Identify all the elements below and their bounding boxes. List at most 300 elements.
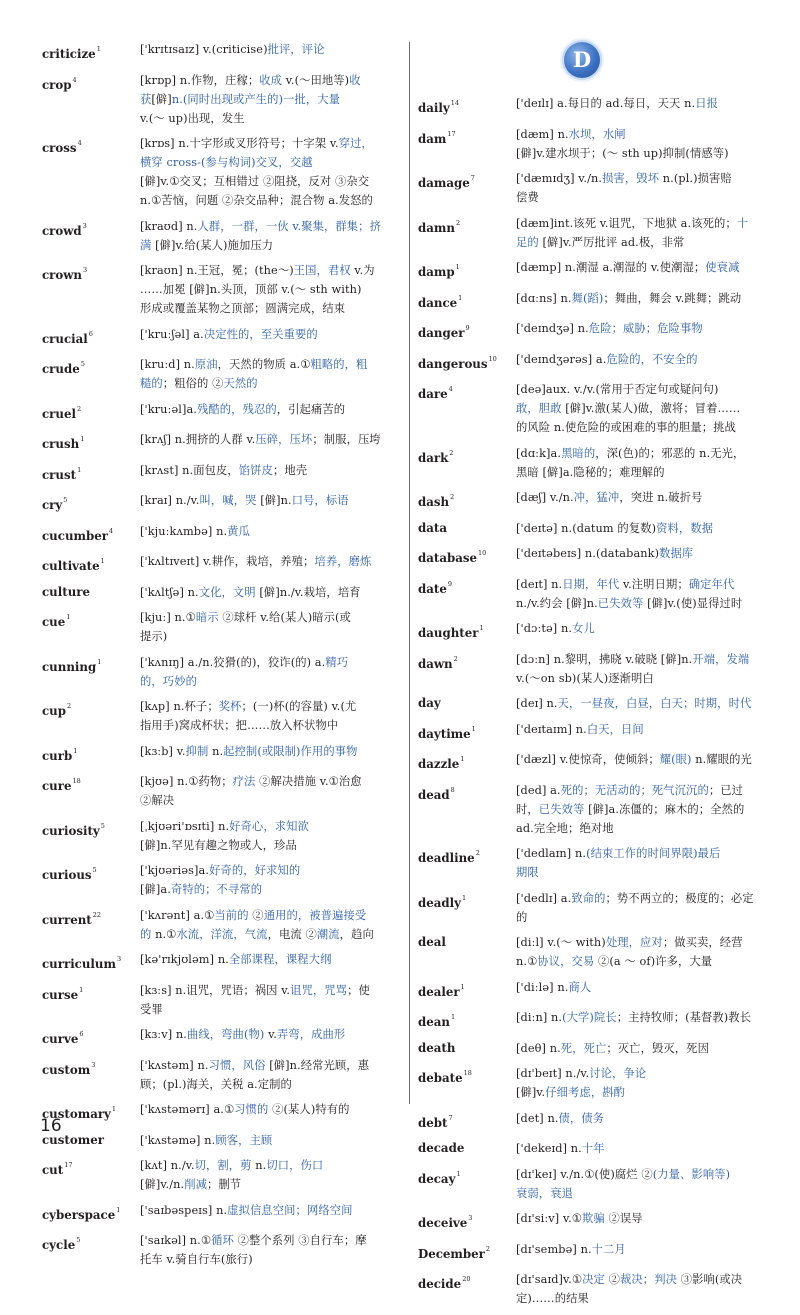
definition [516, 1039, 780, 1058]
definition [516, 978, 780, 997]
highlighted-meaning: n.(同时出现或产生的)一批，大量 [171, 92, 341, 106]
definition [516, 169, 780, 207]
headword [42, 1156, 140, 1180]
definition-line [140, 925, 402, 944]
frequency-count: 3 [82, 221, 87, 230]
headword [418, 94, 516, 118]
definition [140, 583, 402, 602]
definition-text: n.① [151, 927, 177, 941]
highlighted-meaning: 冲，猛冲 [573, 491, 620, 504]
frequency-count: 18 [72, 777, 81, 785]
highlighted-meaning: 暗示 [195, 611, 219, 624]
highlighted-meaning: 文化，文明 [198, 585, 256, 599]
highlighted-meaning: 欺骗 [582, 1212, 605, 1225]
definition-text: ；制服，压垮 [312, 433, 381, 446]
highlighted-meaning: 的，巧妙的 [140, 674, 197, 688]
definition [516, 444, 780, 482]
dictionary-entry [42, 950, 402, 974]
highlighted-meaning: 口号，标语 [291, 494, 349, 507]
frequency-count: 2 [450, 493, 455, 501]
highlighted-meaning: 裁决；判决 [620, 1273, 677, 1286]
headword-text: dance [418, 295, 458, 310]
definition-text: ；(一)杯(的容量) v.(尤 [241, 700, 357, 713]
definition-text: 黑暗 [僻]a.隐秘的；难理解的 [516, 465, 665, 479]
definition-text: [kraɪ] n./v. [140, 494, 200, 507]
definition-line [140, 1201, 402, 1220]
headword [418, 720, 516, 744]
definition-text: ['deɪndʒə] n. [516, 322, 589, 335]
highlighted-meaning: 商人 [568, 980, 592, 994]
headword [42, 981, 140, 1005]
definition-text: ②误导 [604, 1212, 643, 1225]
definition-text: [dɪ'siːv] v.① [516, 1212, 583, 1225]
frequency-count: 3 [468, 1214, 473, 1222]
frequency-count: 1 [111, 1105, 117, 1113]
highlighted-meaning: 十二月 [591, 1242, 626, 1256]
definition-text: [kraʊd] n. [140, 219, 198, 233]
dictionary-entry [42, 325, 402, 349]
definition-text: [deθ] n. [516, 1041, 561, 1055]
highlighted-meaning: 期限 [516, 866, 539, 879]
headword-text: data [418, 520, 447, 535]
dictionary-entry [418, 444, 780, 482]
definition-text: [dɑːns] n. [516, 291, 572, 305]
dictionary-entry [418, 519, 780, 538]
dictionary-entry [418, 1270, 780, 1308]
definition [516, 544, 780, 563]
highlighted-meaning: 切口，伤口 [266, 1159, 324, 1172]
definition [516, 933, 780, 971]
definition-text: ；地壳 [273, 463, 308, 477]
definition-line [140, 236, 402, 255]
headword [42, 325, 140, 349]
frequency-count: 1 [455, 263, 460, 271]
definition-text: ② [248, 908, 264, 922]
highlighted-meaning: 人群，一群，一伙 v.聚集，群集；挤 [197, 219, 381, 233]
definition-line [516, 800, 780, 819]
definition-text: ；灭亡，毁灭，死因 [606, 1041, 709, 1055]
frequency-count: 1 [450, 1013, 456, 1021]
definition-line [516, 844, 780, 863]
definition-text: 的风险 n.使危险的或困难的事的胆量；挑战 [516, 421, 736, 434]
frequency-count: 1 [66, 613, 71, 621]
definition-line [516, 694, 780, 713]
dictionary-entry [42, 583, 402, 602]
definition-line [140, 461, 402, 480]
definition-line [140, 1000, 402, 1019]
definition [516, 319, 780, 338]
frequency-count: 3 [116, 955, 122, 963]
dictionary-entry [42, 552, 402, 576]
headword-text: current [42, 912, 92, 927]
definition-line [140, 172, 402, 191]
headword-text: cry [42, 498, 63, 512]
headword [42, 430, 140, 454]
definition-line [140, 716, 402, 735]
definition-text: ['dekeɪd] n. [516, 1142, 582, 1155]
highlighted-meaning: 开端，发端 [692, 652, 750, 666]
definition-text: [僻]v.建水坝于；(～ sth up)抑制(情感等) [516, 146, 729, 160]
headword [42, 742, 140, 766]
headword-text: crown [42, 268, 82, 282]
definition-line [516, 1270, 780, 1289]
definition [516, 720, 780, 739]
dictionary-entry [418, 214, 780, 252]
highlighted-meaning: 当前的 [214, 908, 249, 922]
frequency-count: 3 [91, 1060, 96, 1069]
headword-text: damn [418, 220, 455, 235]
headword-text: danger [418, 326, 465, 340]
definition-line [140, 109, 402, 128]
definition-text: 顾；(pl.)海关，关税 a.定制的 [140, 1077, 292, 1091]
definition [140, 325, 402, 344]
headword [418, 933, 516, 952]
headword-text: date [418, 581, 447, 596]
dictionary-entry [42, 1025, 402, 1049]
highlighted-meaning: 原油 [194, 358, 218, 371]
highlighted-meaning: 穿过， [338, 137, 373, 150]
definition-text: [僻]v.激(某人)做，激将；冒着…… [561, 402, 741, 415]
definition-text: [kjʊə] n.①药物； [140, 775, 233, 788]
dictionary-entry [42, 906, 402, 944]
highlighted-meaning: 获 [140, 92, 152, 106]
definition-text: [kɜːs] n.诅咒，咒语；祸因 v. [140, 983, 291, 997]
definition-line [516, 144, 780, 163]
frequency-count: 7 [448, 1113, 453, 1122]
headword [42, 1025, 140, 1049]
definition-text: ['dedlɪ] a. [516, 891, 572, 905]
definition [140, 653, 402, 691]
definition-line [516, 188, 780, 207]
headword-text: crucial [42, 331, 88, 346]
headword-text: death [418, 1040, 456, 1055]
definition [140, 981, 402, 1019]
frequency-count: 5 [100, 821, 105, 830]
headword-text: dam [418, 131, 447, 146]
definition-text: ；势不两立的；极度的；必定 [605, 891, 754, 905]
frequency-count: 5 [63, 496, 68, 504]
definition [516, 889, 780, 927]
dictionary-entry [418, 1008, 780, 1032]
definition-line [140, 880, 402, 899]
dictionary-entry [42, 400, 402, 424]
definition-text: ['kʌnɪŋ] a./n.狡猾(的)，狡诈(的) a. [140, 655, 326, 669]
headword [418, 350, 516, 374]
headword [418, 169, 516, 193]
definition-text: ，深(色)的；邪恶的 n.无光， [595, 446, 745, 460]
definition [516, 781, 780, 838]
definition-line [140, 430, 402, 449]
definition-line [140, 217, 402, 236]
definition-text: ['saɪbəspeɪs] n. [140, 1203, 228, 1217]
definition-line [140, 1025, 402, 1044]
section-header [418, 40, 780, 94]
highlighted-meaning: 十年 [581, 1142, 605, 1155]
definition-text: ['kruːʃəl] a. [140, 327, 204, 341]
definition-text: 托车 v.骑自行车(旅行) [140, 1253, 253, 1266]
frequency-count: 1 [77, 465, 82, 474]
highlighted-meaning: 危险；威胁；危险事物 [588, 322, 703, 335]
definition-line [140, 906, 402, 925]
headword-text: debate [418, 1071, 463, 1085]
highlighted-meaning: 天然的 [223, 377, 258, 390]
definition-text: [kɜːb] v. [140, 744, 186, 758]
frequency-count: 4 [448, 385, 453, 393]
highlighted-meaning: 资料，数据 [656, 521, 714, 535]
definition [516, 844, 780, 882]
headword-text: dare [418, 387, 448, 401]
headword-text: dark [418, 450, 449, 465]
definition-line [140, 772, 402, 791]
definition-text: [dɔːn] n.黎明，拂晓 v.破晓 [僻]n. [516, 652, 693, 666]
definition [516, 214, 780, 252]
definition-text: ['kʌltɪveɪt] v.耕作，栽培，养殖； [140, 555, 315, 568]
frequency-count: 22 [92, 910, 102, 919]
headword [418, 619, 516, 643]
dictionary-entry [418, 1165, 780, 1203]
highlighted-meaning: 死，死亡 [560, 1041, 607, 1055]
highlighted-meaning: (力量、影响等) [652, 1167, 731, 1181]
definition-line [516, 819, 780, 838]
definition-text: ['dæmɪdʒ] v./n. [516, 172, 603, 185]
highlighted-meaning: 收成 [259, 73, 283, 87]
headword [42, 217, 140, 241]
definition-text: [僻]v. [516, 1086, 546, 1099]
highlighted-meaning: 女儿 [572, 622, 595, 635]
frequency-count: 1 [100, 557, 105, 565]
definition-line [140, 522, 402, 541]
definition [516, 350, 780, 369]
definition [516, 488, 780, 507]
headword-text: cross [42, 141, 77, 155]
definition-text: n.耀眼的光 [691, 753, 752, 766]
frequency-count: 4 [72, 75, 77, 84]
frequency-count: 5 [80, 360, 85, 368]
highlighted-meaning: 水流，洋流，气流 [176, 927, 268, 941]
frequency-count: 4 [108, 526, 114, 535]
definition-text: v.(～on sb)(某人)逐渐明白 [516, 671, 654, 685]
definition [140, 742, 402, 761]
definition-text: [僻]a.冻僵的；麻木的；全然的 [584, 802, 745, 816]
dictionary-entry [42, 772, 402, 810]
highlighted-meaning: 潮流 [316, 927, 340, 941]
definition-text: [det] n. [516, 1111, 559, 1125]
definition [140, 522, 402, 541]
definition-text: [僻]v.给(某人)施加压力 [151, 238, 274, 252]
definition-text: [dɑːk]a. [516, 446, 562, 460]
headword-text: deadly [418, 895, 461, 910]
dictionary-entry [418, 289, 780, 313]
highlighted-meaning: 抑制 [185, 744, 209, 758]
dictionary-entry [42, 40, 402, 64]
definition-line [516, 519, 780, 538]
dictionary-entry [418, 258, 780, 282]
definition [516, 519, 780, 538]
frequency-count: 8 [450, 785, 455, 794]
definition-text: ['kjʊəriəs]a. [140, 864, 210, 877]
frequency-count: 2 [455, 218, 461, 227]
dictionary-entry [42, 697, 402, 735]
definition-line [140, 552, 402, 571]
definition-line [516, 908, 780, 927]
headword-text: custom [42, 1062, 91, 1077]
definition-text: ；做买卖，经营 [662, 936, 743, 949]
frequency-count: 9 [447, 579, 452, 588]
headword [42, 261, 140, 285]
definition-text: ②(某人)特有的 [268, 1103, 350, 1116]
definition-text: ②解决 [140, 794, 175, 807]
definition-text: ['dɔːtə] n. [516, 622, 573, 635]
dictionary-entry [418, 619, 780, 643]
highlighted-meaning: 讨论，争论 [589, 1067, 647, 1080]
definition-text: 形成或覆盖某物之顶部；圆满完成，结束 [140, 302, 346, 315]
definition-text: ['deɪtəbeɪs] n.(databank) [516, 547, 660, 560]
frequency-count: 2 [475, 849, 480, 857]
highlighted-meaning: 仔细考虑，斟酌 [545, 1086, 626, 1099]
headword [42, 583, 140, 602]
definition-line [140, 400, 402, 419]
headword [418, 289, 516, 313]
definition-line [516, 380, 780, 399]
definition-line [516, 1109, 780, 1128]
highlighted-meaning: 已失效等 [538, 802, 585, 816]
definition-text: [僻]n.经常光顾，惠 [265, 1058, 370, 1072]
headword-text: daytime [418, 726, 471, 741]
definition-text: [kraʊn] n.王冠，冕；(the～) [140, 264, 294, 277]
dictionary-entry [418, 694, 780, 713]
headword [418, 1209, 516, 1233]
dictionary-entry [418, 169, 780, 207]
definition [140, 861, 402, 899]
definition [140, 40, 402, 59]
definition-line [140, 583, 402, 602]
dictionary-entry [418, 1064, 780, 1102]
definition-text: [僻]n. [256, 494, 292, 507]
definition-text: [僻] [151, 92, 172, 106]
definition-text: v.(～田地等) [282, 73, 350, 87]
definition-line [140, 1250, 402, 1269]
headword [418, 488, 516, 512]
highlighted-meaning: 诅咒，咒骂 [290, 983, 348, 997]
dictionary-entry [418, 544, 780, 568]
headword [42, 608, 140, 632]
definition-text: ['kʌstəm] n. [140, 1058, 209, 1072]
highlighted-meaning: 收 [349, 73, 361, 87]
dictionary-entry [418, 94, 780, 118]
definition [140, 261, 402, 318]
headword [418, 781, 516, 805]
definition [140, 71, 402, 128]
frequency-count: 7 [470, 174, 475, 182]
definition-text: [dɪ'saɪd]v.① [516, 1273, 583, 1286]
definition-text: ②整个系列 ③自行车；摩 [233, 1234, 367, 1247]
definition-text: [僻]n./v.栽培，培育 [255, 585, 361, 599]
definition-line [140, 280, 402, 299]
frequency-count: 5 [76, 1236, 81, 1244]
highlighted-meaning: 黄瓜 [227, 524, 250, 538]
headword-text: cup [42, 704, 67, 718]
definition-line [516, 933, 780, 952]
headword [418, 319, 516, 343]
definition-line [516, 488, 780, 507]
definition-line [140, 653, 402, 672]
frequency-count: 3 [83, 266, 88, 274]
headword-text: customer [42, 1132, 104, 1147]
definition-line [140, 355, 402, 374]
frequency-count: 2 [453, 654, 458, 663]
definition-line [140, 374, 402, 393]
definition-text: [kə'rɪkjʊləm] n. [140, 953, 229, 966]
highlighted-meaning: 习惯的 [234, 1103, 269, 1116]
definition-text: [deə]aux. v./v.(常用于否定句或疑问句) [516, 383, 719, 396]
definition-line [516, 94, 780, 113]
definition-text: [krʌʃ] n.拥挤的人群 v. [140, 433, 256, 446]
definition-text: [dɪ'keɪ] v./n.①(使)腐烂 ② [516, 1167, 653, 1181]
dictionary-entry [42, 608, 402, 646]
definition-text: ，天然的物质 a.① [217, 358, 311, 371]
definition-text: n.① [516, 955, 538, 968]
definition [140, 400, 402, 419]
headword-text: day [418, 696, 441, 710]
headword [42, 461, 140, 485]
definition-text: ['deɪndʒərəs] a. [516, 352, 607, 366]
definition-line [516, 125, 780, 144]
dictionary-entry [42, 981, 402, 1019]
definition [140, 950, 402, 969]
highlighted-meaning: 足的 [516, 235, 539, 249]
headword [418, 575, 516, 599]
definition-text: [dæmp] n.潮湿 a.潮湿的 v.使潮湿； [516, 261, 706, 274]
definition [140, 1156, 402, 1194]
definition-text: ；粗俗的 ② [162, 377, 224, 390]
headword [418, 1139, 516, 1158]
frequency-count: 6 [79, 1030, 84, 1038]
highlighted-meaning: 好奇心，求知欲 [229, 819, 309, 833]
headword-text: decide [418, 1277, 462, 1291]
highlighted-meaning: 处理，应对 [605, 936, 663, 949]
definition [140, 1056, 402, 1094]
headword [42, 772, 140, 796]
definition [516, 94, 780, 113]
definition-text: n./v.约会 [僻]n. [516, 596, 598, 610]
frequency-count: 1 [461, 893, 467, 902]
definition [140, 1131, 402, 1150]
definition-line [140, 742, 402, 761]
headword [418, 214, 516, 238]
definition-line [516, 544, 780, 563]
definition-line [140, 861, 402, 880]
dictionary-entry [42, 522, 402, 546]
definition-line [140, 981, 402, 1000]
headword [418, 889, 516, 913]
headword [42, 40, 140, 64]
dictionary-entry [418, 1109, 780, 1133]
definition-text: [krɒp] n.作物，庄稼； [140, 73, 260, 87]
headword-text: cure [42, 779, 72, 793]
definition-line [140, 1156, 402, 1175]
headword [418, 519, 516, 538]
frequency-count: 20 [462, 1275, 471, 1283]
highlighted-meaning: 死的；无活动的；死气沉沉的 [560, 783, 709, 797]
definition-line [140, 950, 402, 969]
dictionary-entry [418, 650, 780, 688]
definition-text: [僻]v.①交叉；互相错过 ②阻挠，反对 ③杂交 [140, 175, 370, 188]
definition [516, 575, 780, 613]
dictionary-entry [42, 71, 402, 128]
frequency-count: 1 [80, 435, 85, 443]
dictionary-entry [418, 781, 780, 838]
definition-text: [deɪt] n. [516, 577, 563, 591]
